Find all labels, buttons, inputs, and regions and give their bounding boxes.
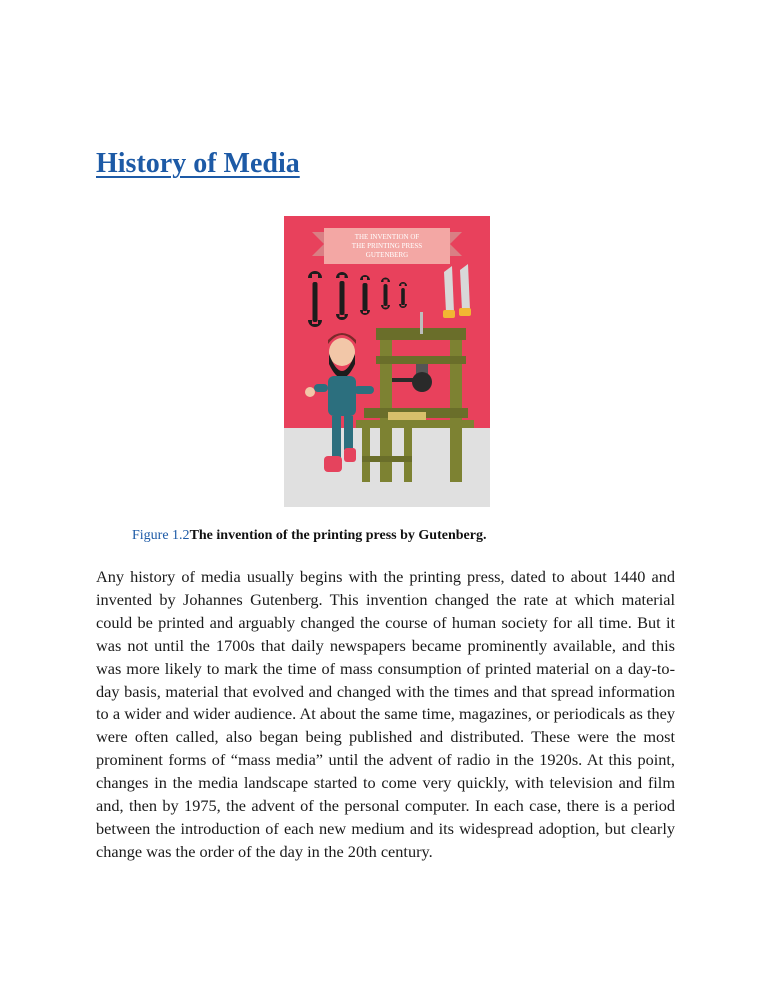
banner-line-2: THE PRINTING PRESS bbox=[351, 242, 423, 250]
figure-caption-text: The invention of the printing press by Gutenberg. bbox=[189, 528, 487, 543]
figure-label[interactable]: Figure 1.2 bbox=[132, 528, 190, 543]
banner-line-3: GUTENBERG bbox=[365, 251, 409, 259]
figure-caption bbox=[132, 528, 486, 544]
banner-line-1: THE INVENTION OF bbox=[354, 233, 420, 241]
body-paragraph: Any history of media usually begins with the printing press, dated to about 1440 and invented by Johannes Gutenberg. This invention changed the rate at which material could be printed and arguably changed the course of human society for all time. But it was not until the 1700s that daily newspapers became prominently available, and this was more likely to mark the time of mass consumption of printed material on a day-to-day basis, material that evolved and changed with the times and that spread information to a wider and wider audience. At about the same time, magazines, or periodicals as they were often called, also began being published and distributed. These were the most prominent forms of “mass media” until the advent of radio in the 1920s. At this point, changes in the media landscape started to come very quickly, with television and film and, then by 1975, the advent of the personal computer. In each case, there is a period between the introduction of each new medium and its widespread adoption, but clearly change was the order of the day in the 20th century. bbox=[96, 567, 675, 861]
page-title[interactable]: History of Media bbox=[96, 148, 300, 179]
printing-press-illustration bbox=[284, 216, 490, 507]
title-banner bbox=[312, 228, 462, 264]
